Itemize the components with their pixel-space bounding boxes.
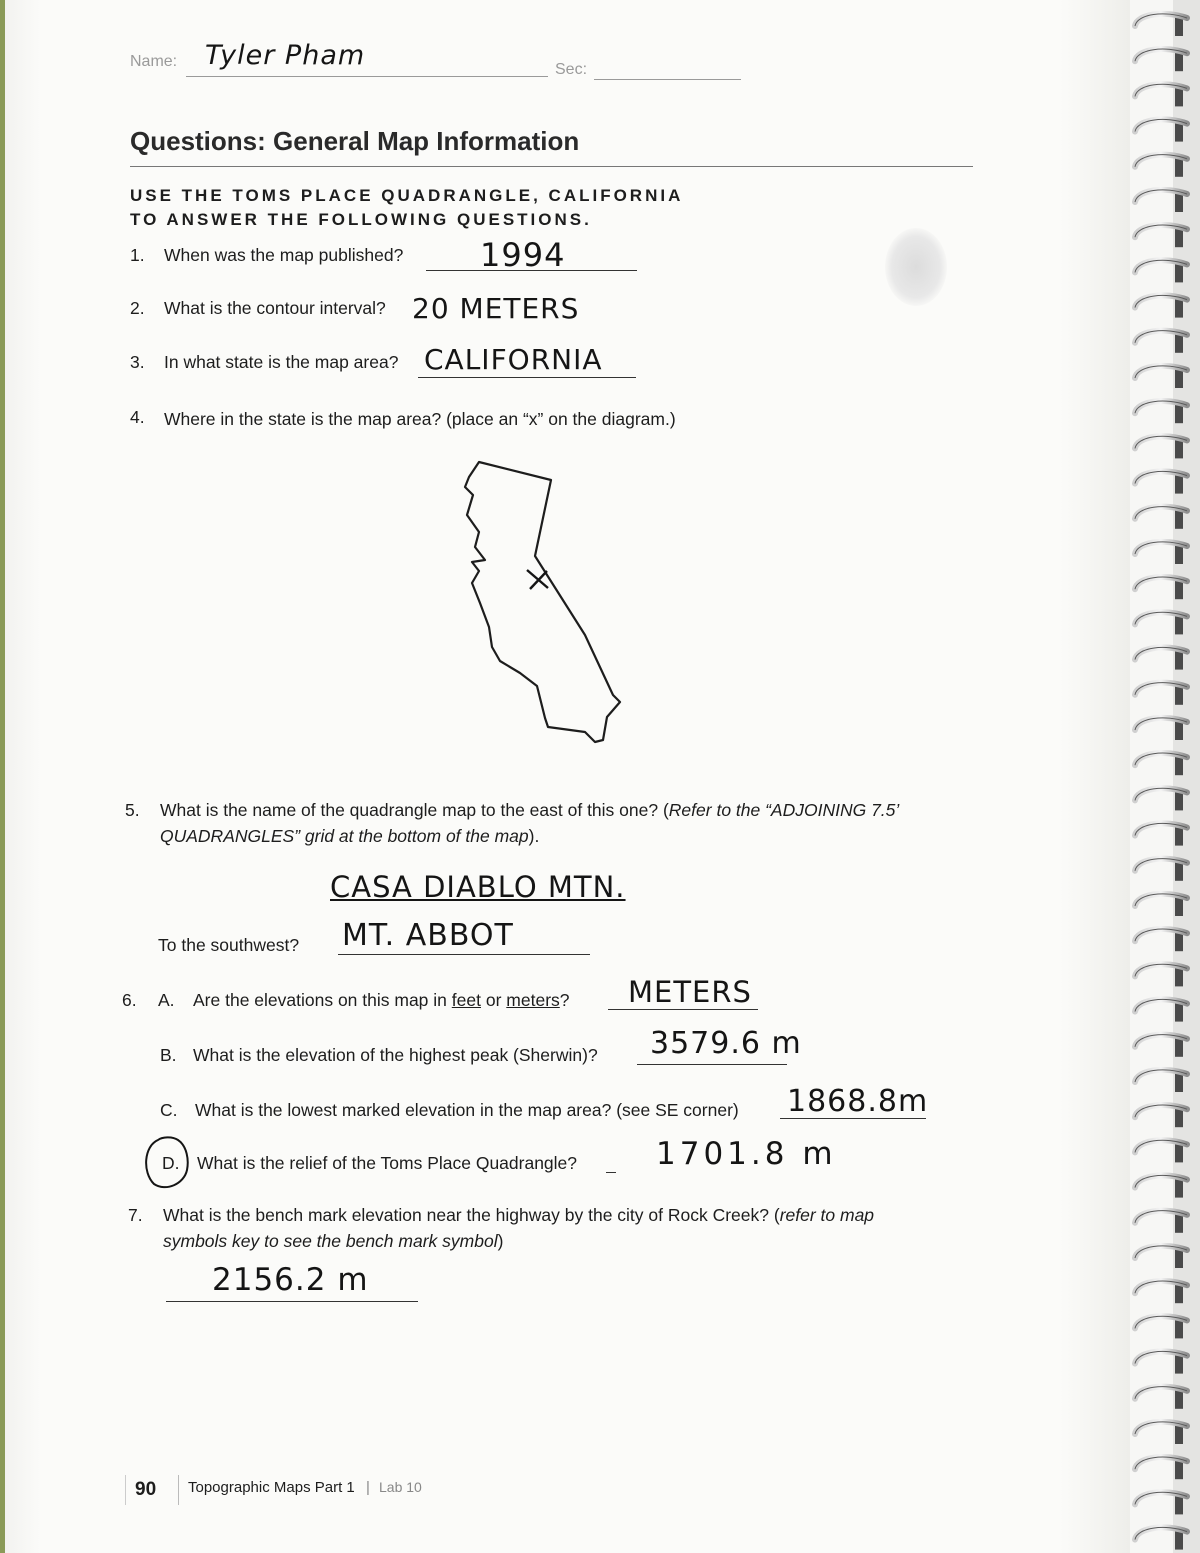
name-underline [186, 76, 548, 77]
q7-text-main: What is the bench mark elevation near the highway by the city of Rock Creek? ( [163, 1205, 780, 1225]
q5-reference-line-1: Refer to the “ADJOINING 7.5’ [668, 800, 900, 820]
q4-text: Where in the state is the map area? (place an “x” on the diagram.) [164, 409, 676, 429]
q7-text [163, 1205, 874, 1226]
title-rule [130, 166, 973, 167]
q1-answer[interactable]: 1994 [480, 236, 566, 274]
q2-answer[interactable]: 20 METERS [412, 292, 580, 325]
page-edge [0, 0, 5, 1553]
footer-separator: | [366, 1479, 370, 1496]
q6a-answer-line [608, 1009, 758, 1010]
q7-reference-line-2: symbols key to see the bench mark symbol [163, 1231, 498, 1251]
q6-number: 6. [122, 990, 137, 1010]
q3-answer-line [418, 377, 636, 378]
q6d-answer[interactable]: 1701.8 m [656, 1136, 837, 1172]
q5-answer-east[interactable]: CASA DIABLO MTN. [330, 870, 626, 904]
q7-reference-line-1: refer to map [779, 1205, 875, 1225]
footer-book-title: Topographic Maps Part 1 [188, 1479, 355, 1496]
q6b-answer[interactable]: 3579.6 m [650, 1026, 802, 1061]
q6a-or: or [485, 990, 502, 1010]
q6b-text: What is the elevation of the highest peak (Sherwin)? [193, 1045, 598, 1065]
q1-text: When was the map published? [164, 245, 404, 265]
q5-reference-close: ). [528, 826, 540, 846]
q2-text: What is the contour interval? [164, 298, 386, 318]
q6c-answer[interactable]: 1868.8m [787, 1084, 929, 1119]
q6c-letter: C. [160, 1100, 178, 1120]
instruction-line-1: USE THE TOMS PLACE QUADRANGLE, CALIFORNIA [130, 186, 684, 205]
instruction-line-2: TO ANSWER THE FOLLOWING QUESTIONS. [130, 210, 592, 229]
q6a-text-pre: Are the elevations on this map in [193, 990, 447, 1010]
q7-answer-line [166, 1301, 418, 1302]
section-title: Questions: General Map Information [130, 126, 580, 156]
x-mark[interactable] [527, 570, 548, 589]
name-label: Name: [130, 53, 178, 70]
q5-text-main: What is the name of the quadrangle map to the east of this one? ( [160, 800, 669, 820]
q5-number: 5. [125, 800, 140, 820]
q7-reference-close: ) [497, 1231, 504, 1251]
q7-text-line-2 [163, 1231, 503, 1252]
q5-text-line-2 [160, 826, 539, 847]
california-outline [465, 462, 620, 742]
q5-text [160, 800, 899, 821]
q6a-option-feet: feet [451, 990, 481, 1010]
q6a-text [193, 990, 570, 1011]
q2-number: 2. [130, 298, 145, 318]
q4-number: 4. [130, 407, 145, 427]
california-outline-diagram [455, 455, 630, 750]
name-value[interactable]: Tyler Pham [205, 40, 366, 71]
q6a-option-meters: meters [506, 990, 560, 1010]
q6a-answer[interactable]: METERS [628, 975, 752, 1009]
q5-reference-line-2: QUADRANGLES” grid at the bottom of the map [160, 826, 529, 846]
q1-number: 1. [130, 245, 145, 265]
q6a-letter: A. [158, 990, 175, 1010]
spiral-binding [1125, 0, 1200, 1553]
q6c-text: What is the lowest marked elevation in the map area? (see SE corner) [195, 1100, 739, 1120]
q7-answer[interactable]: 2156.2 m [212, 1262, 369, 1298]
q6b-letter: B. [160, 1045, 177, 1065]
q5-southwest-label: To the southwest? [158, 935, 300, 955]
q3-text: In what state is the map area? [164, 352, 399, 372]
q7-number: 7. [128, 1205, 143, 1225]
q6d-answer-line [606, 1172, 616, 1173]
q6b-answer-line [637, 1064, 787, 1065]
q6d-text: What is the relief of the Toms Place Quadrangle? [197, 1153, 578, 1173]
sec-label: Sec: [555, 61, 588, 78]
page-number: 90 [135, 1479, 157, 1500]
q5-answer-southwest[interactable]: MT. ABBOT [342, 918, 514, 953]
sec-underline [594, 79, 741, 80]
q6a-question-mark: ? [559, 990, 570, 1010]
smudge-mark [885, 228, 947, 306]
q6d-letter: D. [162, 1153, 180, 1173]
q5-southwest-line [338, 954, 590, 955]
footer-lab: Lab 10 [379, 1479, 422, 1495]
q3-answer[interactable]: CALIFORNIA [424, 343, 603, 376]
q3-number: 3. [130, 352, 145, 372]
